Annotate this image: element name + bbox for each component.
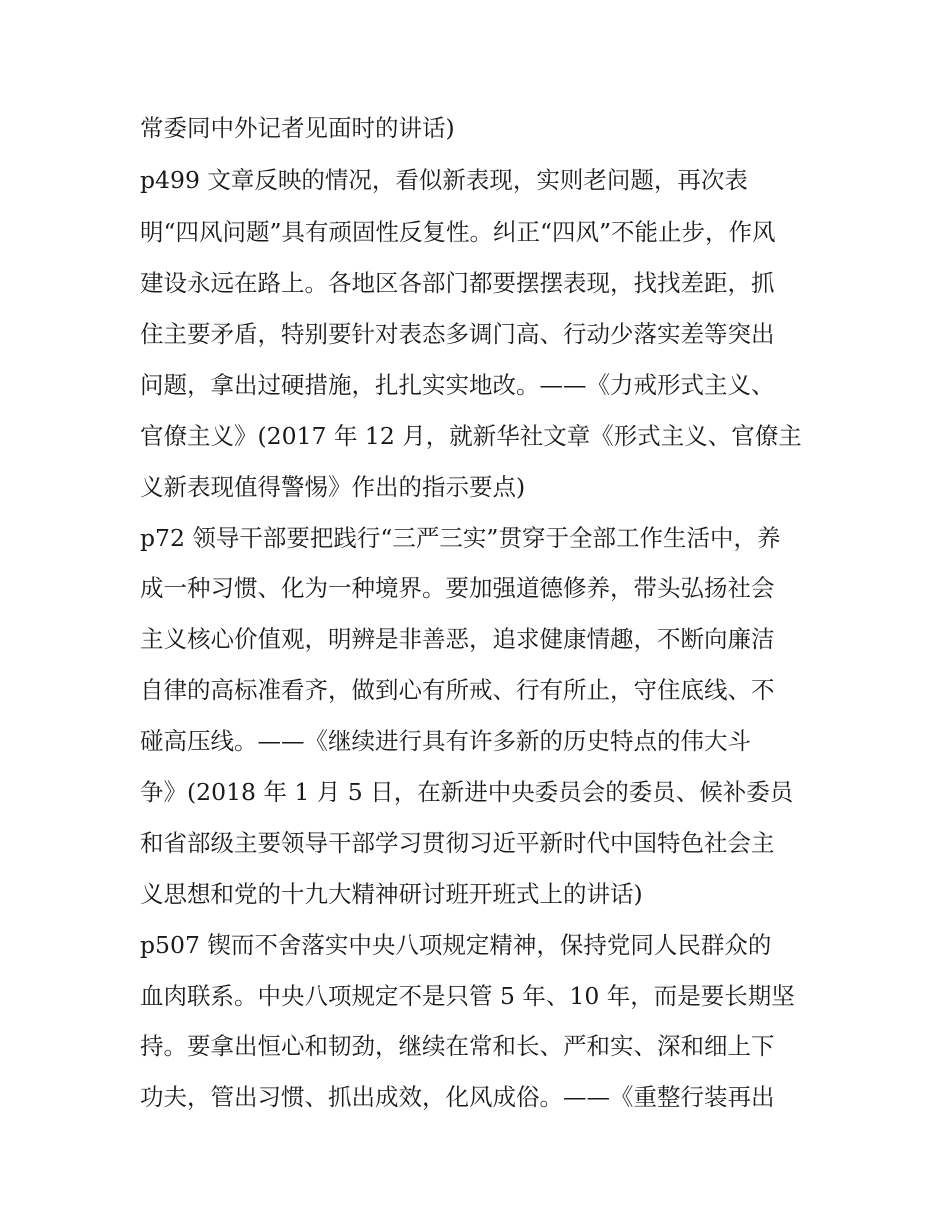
- text-line: 建设永远在路上。各地区各部门都要摆摆表现，找找差距，抓: [140, 269, 775, 297]
- text-line: 和省部级主要领导干部学习贯彻习近平新时代中国特色社会主: [140, 829, 775, 857]
- text-line: 功夫，管出习惯、抓出成效，化风成俗。——《重整行装再出: [140, 1083, 775, 1111]
- text-line: p507 锲而不舍落实中央八项规定精神，保持党同人民群众的: [140, 931, 772, 959]
- text-line: 官僚主义》(2017 年 12 月，就新华社文章《形式主义、官僚主: [140, 422, 802, 450]
- text-line: 血肉联系。中央八项规定不是只管 5 年、10 年，而是要长期坚: [140, 982, 795, 1010]
- text-line: 碰高压线。——《继续进行具有许多新的历史特点的伟大斗: [140, 727, 751, 755]
- text-line: 义思想和党的十九大精神研讨班开班式上的讲话): [140, 880, 643, 908]
- text-line: 持。要拿出恒心和韧劲，继续在常和长、严和实、深和细上下: [140, 1032, 775, 1060]
- text-line: 常委同中外记者见面时的讲话): [140, 114, 455, 142]
- text-line: 争》(2018 年 1 月 5 日，在新进中央委员会的委员、候补委员: [140, 778, 794, 806]
- text-line: 明“四风问题”具有顽固性反复性。纠正“四风”不能止步，作风: [140, 218, 776, 246]
- text-line: 成一种习惯、化为一种境界。要加强道德修养，带头弘扬社会: [140, 574, 775, 602]
- text-line: 义新表现值得警惕》作出的指示要点): [140, 473, 526, 501]
- text-line: p499 文章反映的情况，看似新表现，实则老问题，再次表: [140, 166, 748, 194]
- text-line: 住主要矛盾，特别要针对表态多调门高、行动少落实差等突出: [140, 320, 775, 348]
- text-line: 问题，拿出过硬措施，扎扎实实地改。——《力戒形式主义、: [140, 371, 775, 399]
- text-line: p72 领导干部要把践行“三严三实”贯穿于全部工作生活中，养: [140, 524, 781, 552]
- text-line: 自律的高标准看齐，做到心有所戒、行有所止，守住底线、不: [140, 676, 775, 704]
- text-line: 主义核心价值观，明辨是非善恶，追求健康情趣，不断向廉洁: [140, 625, 775, 653]
